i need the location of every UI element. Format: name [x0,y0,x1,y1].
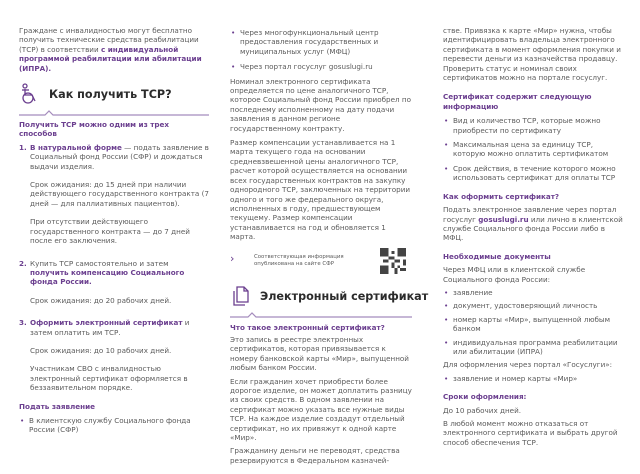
list-item: • Максимальная цена за единицу ТСР, которую можно оплатить сертификатом [443,140,623,159]
continued-paragraph: стве. Привязка к карте «Мир» нужна, чтобы идентифицировать владельца электронного сертификата в момент оформления покупки и перевести деньги из казначейства продавцу. Проверить статус и номинал своих сертификатов можно на портале госуслуг. [443,26,621,83]
docs-heading: Необходимые документы [443,251,551,261]
nominal-paragraph: Номинал электронного сертификата определяется по цене аналогичного ТСР, которое Социальный фонд России приобрел по последнему исполненному на дату подачи заявления в данном регионе государственному контракту. [230,76,412,133]
chevron-right-icon: › [230,251,235,265]
list-item: • заявление и номер карты «Мир» [443,374,623,383]
portal-list [443,374,623,383]
way-1: 1. В натуральной форме — подать заявление в Социальный фонд России (СФР) и дождаться выдачи изделия. Срок ожидания: до 15 дней при наличии действующего государственного контракта (7 дней — для паллиативных пациентов). При отсутствии действующего государственного контракта — до 7 дней после его заключения. [19,142,209,246]
apply-list-cont [230,28,412,72]
list-item: • документ, удостоверяющий личность [443,301,623,310]
section-title: Электронный сертификат [260,289,429,303]
column-2: • Через многофункциональный центр предоставления государственных и муниципальных услуг (МФЦ) • Через портал госуслуг gosuslugi.ru Номинал электронного сертификата определяется по цене аналогичного ТСР, которое Социальный фонд России приобрел по последнему исполненному на дату подачи заявления в данном регионе государственному контракту. Размер компенсации устанавливается на 1 марта текущего года на основании средневзвешенной цены аналогичного ТСР, расчет которой осуществляется на основании всех государственных контрактов на закупку однородного ТСР, заключенных на территории одного и того же федерального округа, исполненных в году, предшествующем текущему. Размер компенсации устанавливается на год и обновляется 1 марта. › Соответствующая информация опубликована на сайте СФР Электронный сертификат Что такое электронный сертификат? Это запись в реестре электронных сертификатов, которая привязывается к номеру банковской карты «Мир», выпущенной любым банком России. Если гражданин хочет приобрести более дорогое изделие, он может доплатить разницу из своих средств. В одном заявлении на сертификат можно указать все нужные виды ТСР. На каждое изделие создадут отдельный сертификат, но их привяжут к одной карте «Мир». Гражданину деньги не переводят, средства резервируются в Федеральном казначей- [230,0,412,465]
list-item: • Через портал госуслуг gosuslugi.ru [230,62,412,71]
contains-list [443,116,623,182]
section-e-certificate [230,284,429,318]
list-item: • индивидуальная программа реабилитации или абилитации (ИПРА) [443,338,623,357]
list-item: • номер карты «Мир», выпущенной любым банком [443,315,623,334]
list-item: • заявление [443,288,623,297]
list-item: • Вид и количество ТСР, которые можно приобрести по сертификату [443,116,623,135]
qr-code-icon[interactable] [380,248,406,274]
way-3: 3. Оформить электронный сертификат и затем оплатить им ТСР. Срок ожидания: до 10 рабочих дней. Участникам СВО с инвалидностью электронный сертификат оформляется в беззаявительном порядке. [19,318,190,393]
divider [19,110,209,116]
list-item: • В клиентскую службу Социального фонда России (СФР) [19,416,209,435]
ipra-highlight: с индивидуальной программой реабилитации или абилитации (ИПРА). [19,44,202,73]
ways-list [19,143,209,393]
apply-heading: Подать заявление [19,401,96,411]
section-title: Как получить ТСР? [49,88,172,102]
way-2: 2. Купить ТСР самостоятельно и затем получить компенсацию Социального фонда России. Срок ожидания: до 20 рабочих дней. [19,258,185,305]
what-heading: Что такое электронный сертификат? [230,322,385,332]
docs-list [443,288,623,356]
column-3: стве. Привязка к карте «Мир» нужна, чтобы идентифицировать владельца электронного сертификата в момент оформления покупки и перевести деньги из казначейства продавцу. Проверить статус и номинал своих сертификатов можно на портале госуслуг. Сертификат содержит следующую информацию • Вид и количество ТСР, которые можно приобрести по сертификату • Максимальная цена за единицу ТСР, которую можно оплатить сертификатом • Срок действия, в течение которого можно использовать сертификат для оплаты ТСР Как оформить сертификат? Подать электронное заявление через портал госуслуг gosuslugi.ru или лично в клиентской службе Социального фонда России либо в МФЦ. Необходимые документы Через МФЦ или в клиентской службе Социального фонда России: • заявление • документ, удостоверяющий личность • номер карты «Мир», выпущенной любым банком • индивидуальная программа реабилитации или абилитации (ИПРА) Для оформления через портал «Госуслуги»: • заявление и номер карты «Мир» Сроки оформления: До 10 рабочих дней. В любой момент можно отказаться от электронного сертификата и выбрать другой способ обеспечения ТСР. [443,0,623,447]
terms-heading: Сроки оформления: [443,392,527,402]
how-paragraph: Подать электронное заявление через портал госуслуг gosuslugi.ru или лично в клиентской службе Социального фонда России либо в МФЦ. [443,205,623,243]
list-item: • Через многофункциональный центр предоставления государственных и муниципальных услуг (МФЦ) [230,28,412,56]
wheelchair-icon [19,83,41,105]
documents-icon [230,285,252,307]
gosuslugi-link[interactable]: gosuslugi.ru [478,214,529,224]
list-item: • Срок действия, в течение которого можно использовать сертификат для оплаты ТСР [443,164,623,183]
contains-heading: Сертификат содержит следующую информацию [443,92,592,111]
intro-paragraph: Граждане с инвалидностью могут бесплатно получить технические средства реабилитации (ТСР) в соответствии с индивидуальной программой реабилитации или абилитации (ИПРА). [19,26,202,73]
apply-list [19,416,209,435]
column-1 [19,0,209,435]
sfr-link-block[interactable] [230,248,412,278]
ways-heading: Получить ТСР можно одним из трех способов [19,120,170,139]
compensation-paragraph: Размер компенсации устанавливается на 1 марта текущего года на основании средневзвешенной цены аналогичного ТСР, расчет которой осуществляется на основании всех государственных контрактов на закупку однородного ТСР, заключенных на территории одного и того же федерального округа, исполненных в году, предшествующем текущему. Размер компенсации устанавливается на год и обновляется 1 марта. [230,138,411,242]
sfr-link-note: Соответствующая информация опубликована на сайте СФР [254,253,344,267]
section-how-to-get [19,82,209,116]
divider [230,312,412,318]
how-heading: Как оформить сертификат? [443,191,560,201]
